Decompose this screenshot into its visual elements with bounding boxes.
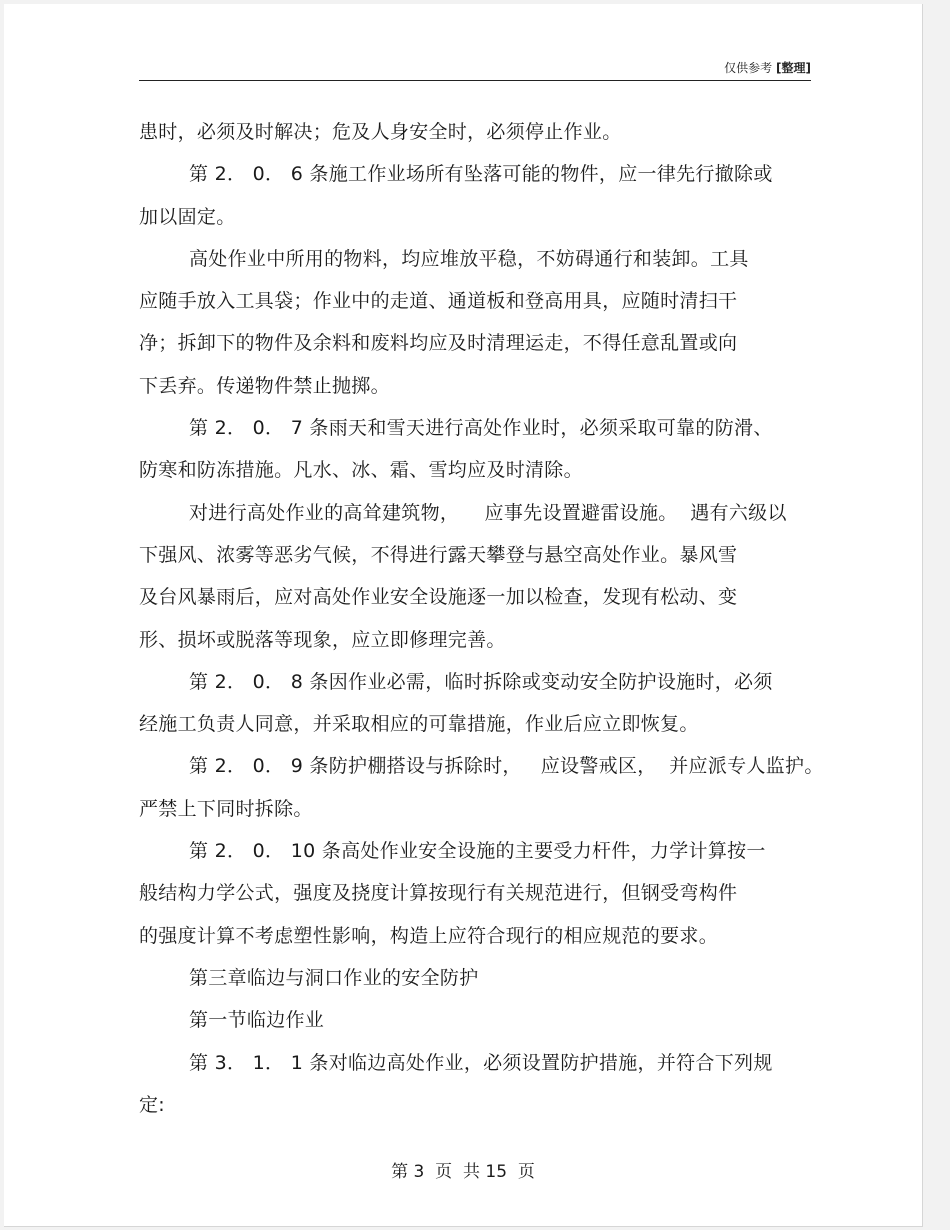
document-body — [139, 111, 824, 1126]
document-page — [4, 4, 923, 1227]
body-line: 般结构力学公式，强度及挠度计算按现行有关规范进行，但钢受弯构件 — [139, 882, 738, 905]
body-line: 净；拆卸下的物件及余料和废料均应及时清理运走，不得任意乱置或向 — [139, 332, 738, 355]
body-line: 高处作业中所用的物料，均应堆放平稳，不妨碍通行和装卸。工具 — [189, 247, 749, 270]
body-line: 第 2． 0． 7 条雨天和雪天进行高处作业时，必须采取可靠的防滑、 — [189, 417, 773, 440]
body-line: 第三章临边与洞口作业的安全防护 — [189, 966, 479, 989]
body-line: 应随手放入工具袋；作业中的走道、通道板和登高用具，应随时清扫干 — [139, 290, 738, 313]
body-line: 患时，必须及时解决；危及人身安全时，必须停止作业。 — [139, 121, 622, 143]
body-line: 下丢弃。传递物件禁止抛掷。 — [139, 374, 390, 397]
header-tag: [整理] — [776, 61, 811, 75]
body-line: 形、损坏或脱落等现象，应立即修理完善。 — [139, 628, 506, 651]
header-note — [724, 59, 811, 76]
body-line: 防寒和防冻措施。凡水、冰、霜、雪均应及时清除。 — [139, 459, 583, 482]
body-line: 第 2． 0． 10 条高处作业安全设施的主要受力杆件，力学计算按一 — [189, 840, 766, 863]
body-line: 第一节临边作业 — [189, 1009, 325, 1032]
body-line: 及台风暴雨后，应对高处作业安全设施逐一加以检查，发现有松动、变 — [139, 586, 738, 609]
body-line: 经施工负责人同意，并采取相应的可靠措施，作业后应立即恢复。 — [139, 713, 699, 736]
body-line: 的强度计算不考虑塑性影响，构造上应符合现行的相应规范的要求。 — [139, 924, 719, 947]
body-line: 加以固定。 — [139, 205, 236, 228]
body-line: 第 2． 0． 8 条因作业必需，临时拆除或变动安全防护设施时，必须 — [189, 670, 773, 693]
body-line: 第 3． 1． 1 条对临边高处作业，必须设置防护措施，并符合下列规 — [189, 1051, 773, 1074]
body-line: 对进行高处作业的高耸建筑物， 应事先设置避雷设施。 遇有六级以 — [189, 501, 787, 524]
body-line: 第 2． 0． 6 条施工作业场所有坠落可能的物件，应一律先行撤除或 — [189, 163, 773, 186]
body-line: 严禁上下同时拆除。 — [139, 797, 313, 820]
body-line: 第 2． 0． 9 条防护棚搭设与拆除时， 应设警戒区， 并应派专人监护。 — [189, 755, 824, 778]
body-line: 下强风、浓雾等恶劣气候，不得进行露天攀登与悬空高处作业。暴风雪 — [139, 543, 738, 566]
header-label: 仅供参考 — [724, 61, 773, 75]
body-line: 定: — [139, 1093, 166, 1116]
page-footer: 第 3 页 共 15 页 — [391, 1162, 535, 1182]
page-header — [139, 56, 811, 81]
